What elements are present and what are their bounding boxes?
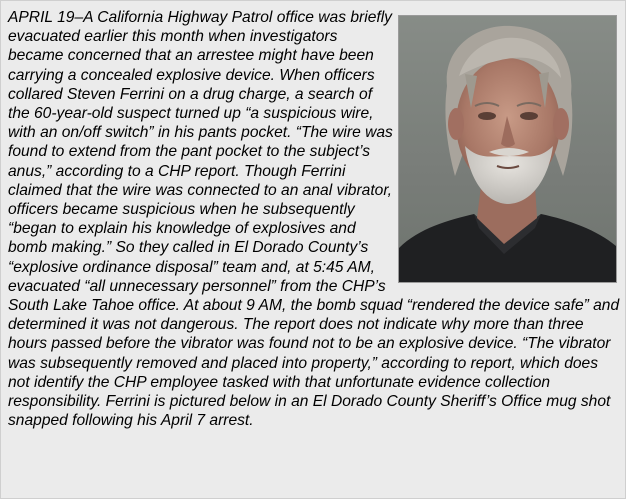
article-body — [8, 8, 622, 430]
photo-spacer — [402, 8, 622, 289]
article-text: APRIL 19–A California Highway Patrol office was briefly evacuated earlier this month when investigators became concerned that an arrestee might have been carrying a concealed explosive device. When officers collared Steven Ferrini on a drug charge, a search of the 60-year-old suspect turned up “a suspicious wire, with an on/off switch” in his pants pocket. “The wire was found to extend from the pant pocket to the subject’s anus,” according to a CHP report. Though Ferrini claimed that the wire was connected to an anal vibrator, officers became suspicious when he subsequently “began to explain his knowledge of explosives and bomb making.” So they called in El Dorado County’s “explosive ordinance disposal” team and, at 5:45 AM, evacuated “all unnecessary personnel” from the CHP’s South Lake Tahoe office. At about 9 AM, the bomb squad “rendered the device safe” and determined it was not dangerous. The report does not indicate why more than three hours passed before the vibrator was found not to be an explosive device. “The vibrator was subsequently removed and placed into property,” according to report, which does not identify the CHP employee tasked with that unfortunate evidence collection responsibility. Ferrini is pictured below in an El Dorado County Sheriff’s Office mug shot snapped following his April 7 arrest. — [8, 9, 620, 430]
